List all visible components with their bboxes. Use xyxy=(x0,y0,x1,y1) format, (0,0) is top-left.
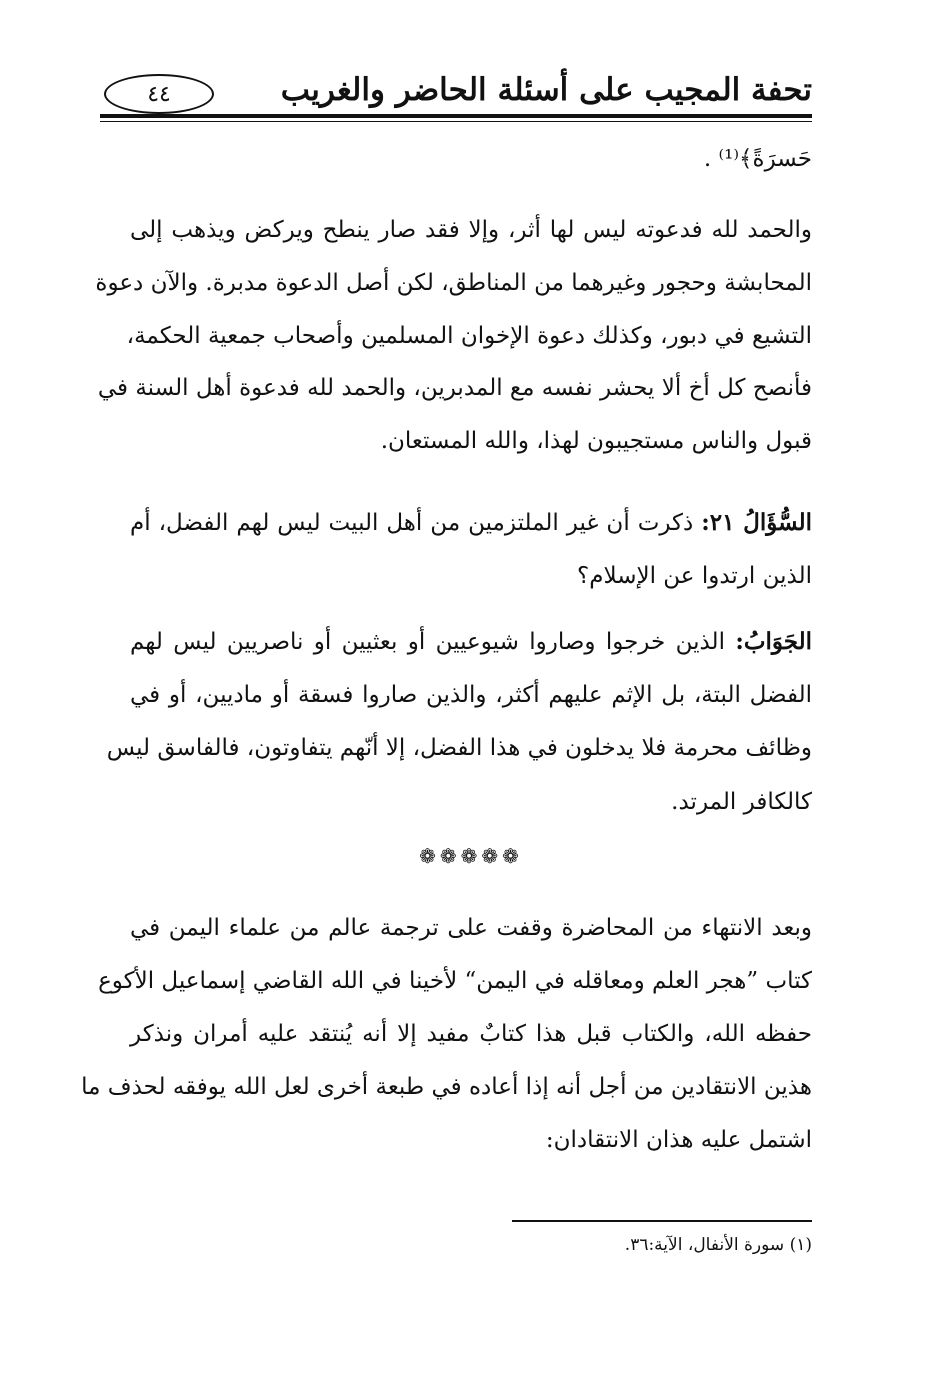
header-rule xyxy=(100,114,812,118)
paragraph-line: قبول والناس مستجيبون لهذا، والله المستعان. xyxy=(380,428,812,454)
paragraph-line: اشتمل عليه هذان الانتقادان: xyxy=(545,1127,812,1153)
answer-line: وظائف محرمة فلا يدخلون في هذا الفضل، إلا أنّهم يتفاوتون، فالفاسق ليس xyxy=(106,735,812,761)
page-header xyxy=(100,68,812,120)
footnote-number: (١) xyxy=(789,1235,812,1255)
verse-ending: حَسرَةً﴾⁽¹⁾ . xyxy=(703,146,812,172)
answer-line: كالكافر المرتد. xyxy=(671,789,812,815)
footnote-text: سورة الأنفال، الآية:٣٦. xyxy=(624,1235,785,1255)
question-line: السُّؤَالُ ٢١: ذكرت أن غير الملتزمين من أهل البيت ليس لهم الفضل، أم xyxy=(130,509,813,536)
book-title: تحفة المجيب على أسئلة الحاضر والغريب xyxy=(280,72,812,108)
question-line: الذين ارتدوا عن الإسلام؟ xyxy=(577,563,812,589)
answer-line: الفضل البتة، بل الإثم عليهم أكثر، والذين صاروا فسقة أو ماديين، أو في xyxy=(130,682,812,708)
answer-label: الجَوَابُ: xyxy=(735,628,813,655)
paragraph-line: هذين الانتقادين من أجل أنه إذا أعاده في طبعة أخرى لعل الله يوفقه لحذف ما xyxy=(81,1074,812,1100)
page-number-badge xyxy=(104,74,214,114)
page-number: ٤٤ xyxy=(147,81,171,107)
question-label: السُّؤَالُ ٢١: xyxy=(701,509,813,536)
paragraph-line: المحابشة وحجور وغيرهما من المناطق، لكن أصل الدعوة مدبرة. والآن دعوة xyxy=(95,270,812,296)
paragraph-line: فأنصح كل أخ ألا يحشر نفسه مع المدبرين، والحمد لله فدعوة أهل السنة في xyxy=(97,375,812,401)
paragraph-line: التشيع في دبور، وكذلك دعوة الإخوان المسلمين وأصحاب جمعية الحكمة، xyxy=(126,323,812,349)
section-separator: ❁❁❁❁❁ xyxy=(419,844,523,868)
footnote xyxy=(625,1235,812,1255)
header-rule-thin xyxy=(100,121,812,122)
answer-line: الجَوَابُ: الذين خرجوا وصاروا شيوعيين أو بعثيين أو ناصريين ليس لهم xyxy=(130,628,813,655)
paragraph-line: وبعد الانتهاء من المحاضرة وقفت على ترجمة عالم من علماء اليمن في xyxy=(130,915,812,941)
footnote-divider xyxy=(512,1220,812,1222)
paragraph-line: والحمد لله فدعوته ليس لها أثر، وإلا فقد صار ينطح ويركض ويذهب إلى xyxy=(130,217,812,243)
paragraph-line: حفظه الله، والكتاب قبل هذا كتابٌ مفيد إلا أنه يُنتقد عليه أمران ونذكر xyxy=(130,1021,812,1047)
paragraph-line: كتاب ”هجر العلم ومعاقله في اليمن“ لأخينا في الله القاضي إسماعيل الأكوع xyxy=(98,968,812,994)
